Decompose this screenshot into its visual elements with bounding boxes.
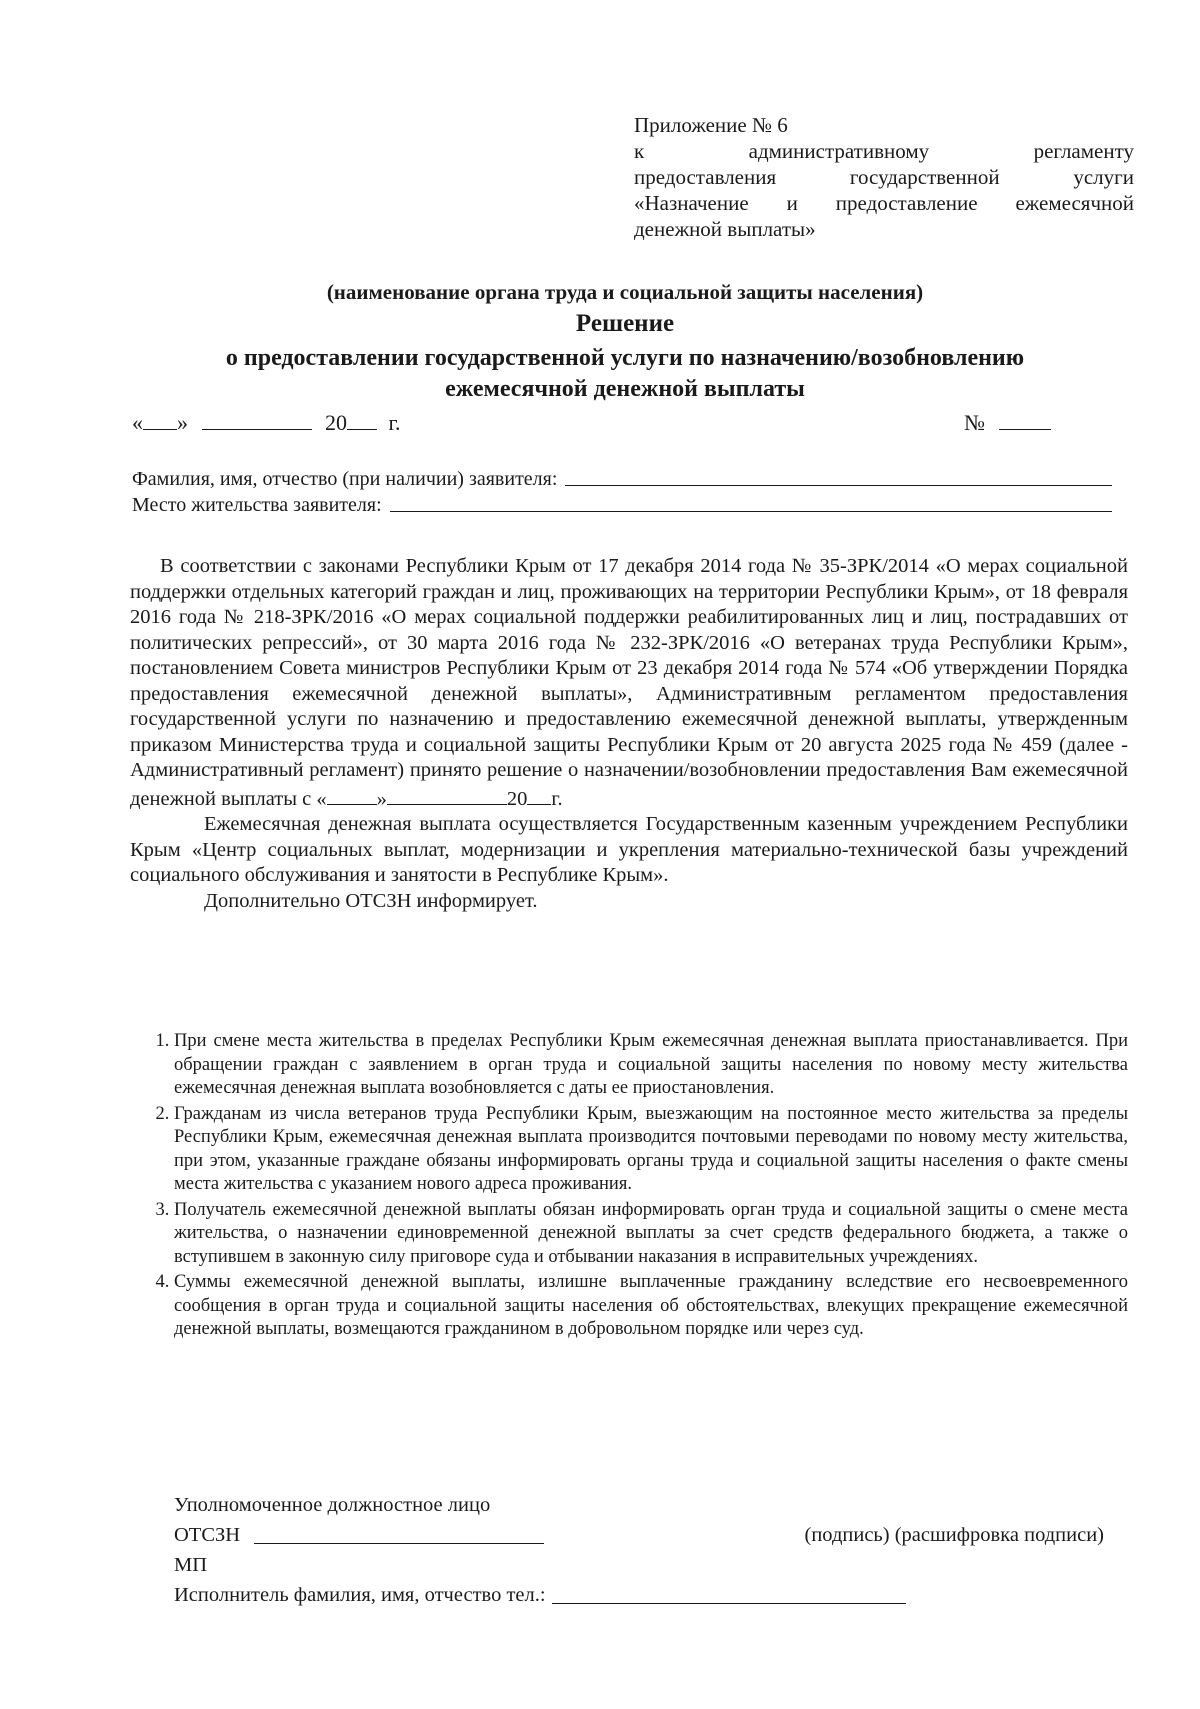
start-year-blank[interactable] <box>527 784 551 805</box>
decision-number: № <box>964 408 1051 438</box>
list-item: 3. Получатель ежемесячной денежной выплаты обязан информировать орган труда и социальной защиты о смене места жительства, о назначении единовременной денежной выплаты за счет средств федерального бюджета, а также о вступившем в законную силу приговоре суда и отбывании наказания в исправительных учреждениях. <box>174 1199 1128 1270</box>
applicant-name-field[interactable] <box>565 485 1112 486</box>
list-item: 2. Гражданам из числа ветеранов труда Республики Крым, выезжающим на постоянное место жительства за пределы Республики Крым, ежемесячная денежная выплата производится почтовыми переводами по новому месту жительства, при этом, указанные граждане обязаны информировать органы труда и социальной защиты населения о факте смены места жительства с указанием нового адреса проживания. <box>174 1103 1128 1197</box>
paragraph-additional: Дополнительно ОТСЗН информирует. <box>204 889 538 912</box>
signature-block <box>174 1490 1104 1610</box>
number-blank[interactable] <box>999 409 1051 430</box>
paragraph-payer: Ежемесячная денежная выплата осуществляется Государственным казенным учреждением Республики Крым «Центр социальных выплат, модернизации и укрепления материально-технической базы учреждений социального обслуживания и занятости в Республике Крым». <box>130 813 1128 886</box>
list-item: 4. Суммы ежемесячной денежной выплаты, излишне выплаченные гражданину вследствие его несвоевременного сообщения в орган труда и социальной защиты населения об обстоятельствах, влекущих прекращение ежемесячной денежной выплаты, возмещаются гражданином в добровольном порядке или через суд. <box>174 1271 1128 1342</box>
information-list <box>130 1030 1128 1344</box>
applicant-name-label: Фамилия, имя, отчество (при наличии) заявителя: <box>132 468 558 490</box>
appendix-line: предоставления государственной услуги <box>634 165 1134 189</box>
start-month-blank[interactable] <box>387 784 507 805</box>
document-subtitle: ежемесячной денежной выплаты <box>445 376 805 402</box>
executor-label: Исполнитель фамилия, имя, отчество тел.: <box>174 1584 546 1606</box>
applicant-fields <box>132 466 1112 518</box>
day-blank[interactable] <box>143 409 177 430</box>
document-title: Решение <box>575 310 675 337</box>
residence-field[interactable] <box>390 511 1112 512</box>
appendix-line: «Назначение и предоставление ежемесячной <box>634 191 1134 215</box>
otszn-label: ОТСЗН <box>174 1524 241 1546</box>
month-blank[interactable] <box>202 409 312 430</box>
appendix-number: Приложение № 6 <box>634 113 788 137</box>
appendix-block <box>634 112 1134 242</box>
signature-caption: (подпись) (расшифровка подписи) <box>804 1524 1104 1546</box>
paragraph-legal-basis: В соответствии с законами Республики Крым от 17 декабря 2014 года № 35-ЗРК/2014 «О мерах социальной поддержки отдельных категорий граждан и лиц, проживающих на территории Республики Крым», от 18 февраля 2016 года № 218-ЗРК/2016 «О мерах социальной поддержки реабилитированных лиц и лиц, пострадавших от политических репрессий», от 30 марта 2016 года № 232-ЗРК/2016 «О ветеранах труда Республики Крым», постановлением Совета министров Республики Крым от 23 декабря 2014 года № 574 «Об утверждении Порядка предоставления ежемесячной денежной выплаты», Административным регламентом предоставления государственной услуги по назначению и предоставлению ежемесячной денежной выплаты, утвержденным приказом Министерства труда и социальной защиты Республики Крым от 20 августа 2025 года № 459 (далее - Административный регламент) принято решение о назначении/возобновлении предоставления Вам ежемесячной денежной выплаты с « » 20 г. <box>130 555 1128 810</box>
appendix-line: денежной выплаты» <box>634 217 816 241</box>
decision-body <box>130 554 1128 914</box>
signature-field[interactable] <box>254 1543 544 1544</box>
executor-field[interactable] <box>552 1603 906 1604</box>
organ-name-caption: (наименование органа труда и социальной защиты населения) <box>326 280 924 304</box>
list-item: 1. При смене места жительства в пределах Республики Крым ежемесячная денежная выплата приостанавливается. При обращении граждан с заявлением в орган труда и социальной защиты населения по новому месту жительства ежемесячная денежная выплата возобновляется с даты ее приостановления. <box>174 1030 1128 1101</box>
appendix-line: к административному регламенту <box>634 139 1134 163</box>
residence-label: Место жительства заявителя: <box>132 494 382 516</box>
start-day-blank[interactable] <box>327 784 377 805</box>
year-blank[interactable] <box>347 409 377 430</box>
stamp-label: МП <box>174 1554 208 1576</box>
decision-date: « » 20 г. <box>132 410 401 435</box>
document-subtitle: о предоставлении государственной услуги по назначению/возобновлению <box>225 345 1025 371</box>
official-label: Уполномоченное должностное лицо <box>174 1494 491 1516</box>
